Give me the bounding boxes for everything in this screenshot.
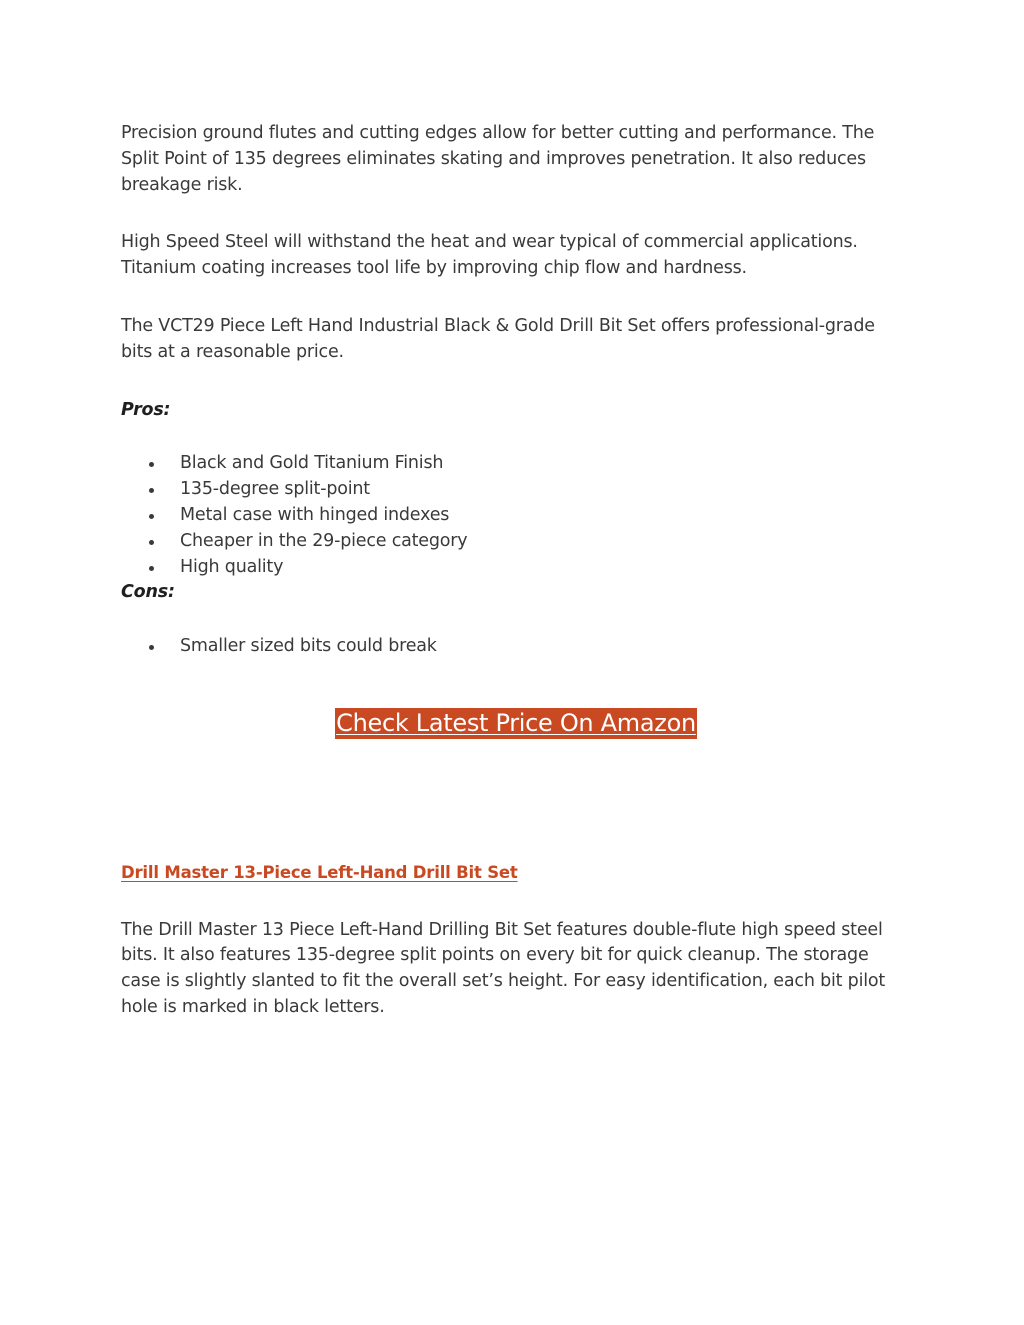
list-item [121,503,911,529]
bullet-icon [149,488,154,493]
list-item-text: Cheaper in the 29-piece category [180,530,468,551]
cons-label: Cons: [121,582,175,603]
list-item [121,529,911,555]
list-item-text: Smaller sized bits could break [180,636,437,657]
pros-label: Pros: [121,399,171,420]
list-item-text: Metal case with hinged indexes [180,504,450,525]
product-title-link[interactable]: Drill Master 13-Piece Left-Hand Drill Bit Set [121,862,518,882]
list-item-text: Black and Gold Titanium Finish [180,453,444,474]
check-price-amazon-button[interactable]: Check Latest Price On Amazon [336,708,696,737]
product-description: The Drill Master 13 Piece Left-Hand Drilling Bit Set features double-flute high speed steel bits. It also features 135-degree split points on every bit for quick cleanup. The storage case is slightly slanted to fit the overall set’s height. For easy identification, each bit pilot hole is marked in black letters. [121,919,886,1017]
paragraph-vct29-summary: The VCT29 Piece Left Hand Industrial Black & Gold Drill Bit Set offers professional-grade bits at a reasonable price. [121,315,875,362]
cons-list [121,634,911,660]
list-item [121,634,911,660]
bullet-icon [149,540,154,545]
list-item [121,451,911,477]
list-item-text: 135-degree split-point [180,479,370,500]
pros-list [121,451,911,580]
list-item [121,477,911,503]
bullet-icon [149,514,154,519]
article-body [121,121,911,1021]
bullet-icon [149,645,154,650]
paragraph-high-speed-steel: High Speed Steel will withstand the heat and wear typical of commercial applications. Titanium coating increases tool life by improving chip flow and hardness. [121,232,858,279]
list-item [121,555,911,581]
cta-container [121,708,911,740]
bullet-icon [149,566,154,571]
paragraph-precision: Precision ground flutes and cutting edges allow for better cutting and performance. The Split Point of 135 degrees eliminates skating and improves penetration. It also reduces breakage risk. [121,123,875,195]
list-item-text: High quality [180,556,284,577]
bullet-icon [149,462,154,467]
